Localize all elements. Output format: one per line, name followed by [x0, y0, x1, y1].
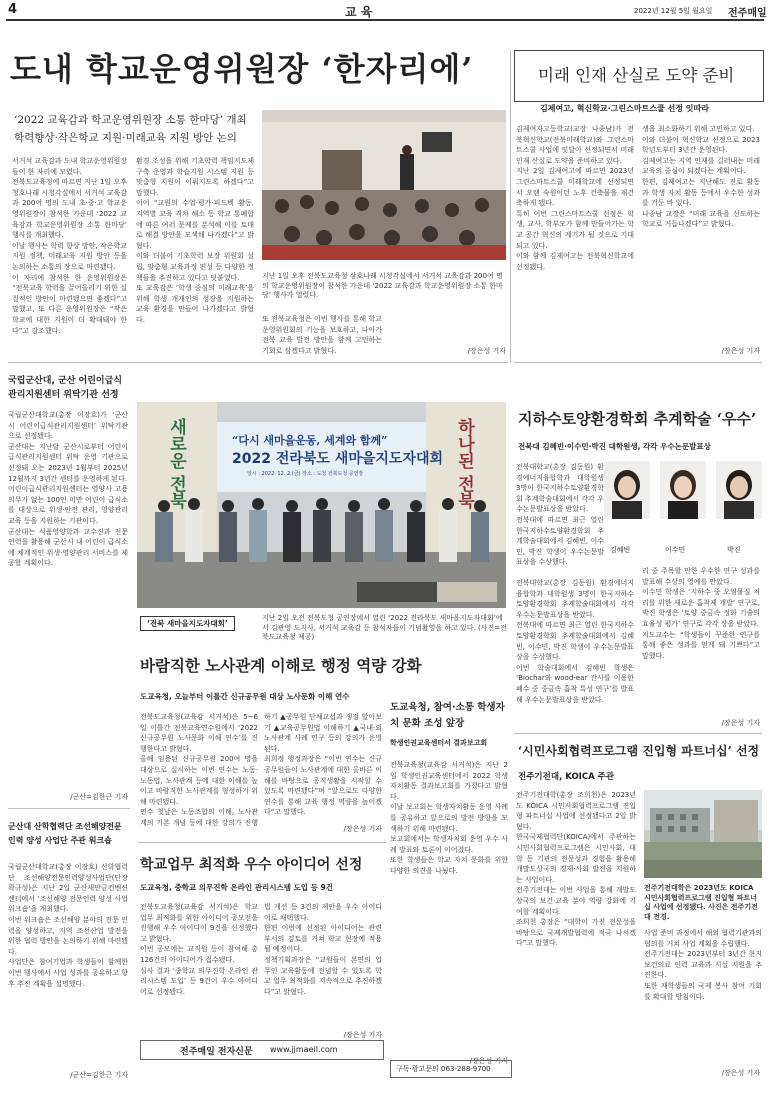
photo-side-left: 새로운 전북 [166, 418, 186, 509]
center-caption-box: ‘전북 새마을지도자대회’ [140, 616, 235, 631]
divider [8, 808, 130, 809]
center-photo-caption: 지난 2일 오전 전북도청 공연장에서 열린 ‘2022 전라북도 새마을지도자대회’에서 김관영 도지사, 서거석 교육감 등 참석자들이 기념촬영을 하고 있다. (사진=전북도교육청 제공) [262, 614, 507, 641]
divider [8, 362, 508, 363]
right-mid-body-left: 전북대학교(총장 김동원) 환경에너지융합학과 대학원생 3명이 한국지하수토양환경학회 추계학술대회에서 각각 우수논문발표상을 받았다. 전북대에 따르면 최근 열린 한국지하수토양환경학회 추계학술대회에서 김혜빈, 이수민, 박진 학생이 우수논문발표상을 수상했다. [516, 463, 604, 566]
portrait-name: 김혜빈 [610, 546, 631, 554]
idea-headline: 학교업무 최적화 우수 아이디어 선정 [140, 857, 363, 873]
vertical-rule [510, 50, 511, 362]
labor-subhead: 도교육청, 오늘부터 이틀간 신규공무원 대상 노사문화 이해 연수 [140, 692, 350, 701]
lead-headline: 도내 학교운영위원장 ‘한자리에’ [10, 50, 474, 88]
footer-box [140, 1040, 384, 1060]
paper-name: 전주매일 [728, 8, 767, 19]
lead-body-col2: 환경 조성을 위해 기초학력 책임지도제 구축 운영과 학습지원 시스템 지원 등 맞춤형 지원이 이뤄지도록 하겠다”고 말했다. 이어 “교원의 수업·평가·피드백 활동, 지역별 교육 격차 해소 등 학교 통폐합에 따른 여러 문제를 분석해 이를 토대로 해결 방안을 모색해 나가겠다”고 밝혔다. 이와 더불어 기초학력 보장 위원회 설립, 맞춤형 교육과정 편성 등 다양한 정책들을 추진하고 있다고 덧붙였다. 또 교육감은 ‘학생 중심의 미래교육’을 위해 학생 개개인의 성장을 지원하는 교육 환경을 만들어 나가겠다고 밝혔다. [136, 157, 254, 324]
left-bottom-headline: 군산대 산학협력단 조선해양전문인력 양성 사업단 주관 워크숍 [8, 822, 122, 845]
center-event-photo [137, 402, 506, 608]
divider [514, 733, 762, 734]
portrait-park [716, 461, 762, 519]
right-mid-body-left-2: 전북대학교(총장 김동원) 환경에너지융합학과 대학원생 3명이 한국지하수토양환경학회 추계학술대회에서 각각 우수논문발표상을 받았다. 전북대에 따르면 최근 열린 한국지하수토양환경학회 추계학술대회에서 김혜빈, 이수민, 박진 학생이 우수논문발표상을 수상했다. 이번 학술대회에서 김혜빈 학생은 ‘Biochar와 wood-ear 잔사를 이용한 폐수 중 중금속 흡착 특성 연구’를 발표해 우수논문발표상을 받았다. [516, 579, 634, 704]
portrait-kim [604, 461, 650, 519]
footer-paper-name: 전주매일 전자신문 [180, 1047, 253, 1057]
photo-event-title: 2022 전라북도 새마을지도자대회 [232, 451, 444, 467]
right-top-body-col2: 생을 최소화하기 위해 고민하고 있다. 이와 더불어 혁신학교 선정으로 2023학년도부터 3년간 운영된다. 김제여고는 지역 인재를 길러내는 미래 교육의 중심이 되겠다는 계획이다. 한편, 김제여고는 지난해도 진로 활동과 학생 자치 활동 등에서 우수한 성과를 거둔 바 있다. 나종남 교장은 “미래 교육을 선도하는 학교로 거듭나겠다”고 밝혔다. [642, 125, 760, 229]
right-bottom-body: 전주기전대학(총장 조희천)은 2023년도 KOICA 시민사회협력프로그램 진입형 파트너십 사업에 선정됐다고 2일 밝혔다. 한국국제협력단(KOICA)에서 주관하는 시민사회협력프로그램은 시민사회, 대학 등 기관의 전문성과 경험을 활용해 개발도상국의 경제·사회 발전을 지원하는 사업이다. 전주기전대는 이번 사업을 통해 개발도상국의 보건·교육 분야 역량 강화에 기여할 계획이다. 조희천 총장은 “대학이 가진 전문성을 바탕으로 국제개발협력에 적극 나서겠다”고 말했다. [516, 791, 636, 948]
lead-byline: /장은성 기자 [467, 347, 506, 355]
left-bottom-byline: /군산=김한근 기자 [70, 1071, 128, 1079]
left-mid-body: 국립군산대학교(총장 이장호)가 ‘군산시 어린이급식관리지원센터’ 위탁기관으로 선정됐다. 군산대는 지난달 군산시로부터 어린이급식관리지원센터 위탁 운영 기관으로 선정돼 오는 2023년 1월부터 2025년 12월까지 3년간 센터를 운영하게 된다. 어린이급식관리지원센터는 영양사 고용 의무가 없는 100인 미만 어린이 급식소를 대상으로 위생·안전 관리, 영양관리 교육 등을 지원하는 기관이다. 군산대는 식품영양학과 교수진과 전문 인력을 활용해 군산시 내 어린이 급식소에 체계적인 위생·영양관리 서비스를 제공할 계획이다. [8, 411, 128, 568]
divider [138, 842, 386, 843]
right-top-subhead: 김제여고, 혁신학교·그린스마트스쿨 선정 잇따라 [540, 104, 709, 113]
section-name: 교 육 [345, 5, 373, 19]
left-bottom-body: 국립군산대학교(총장 이장호) 산학협력단 조선해양전문인력양성사업단(단장 곽규성)은 지난 2일 군산새만금컨벤션센터에서 ‘조선해양 전문인력 양성 사업 워크숍’을 개최했다. 이번 워크숍은 조선해양 분야의 전문 인력을 양성하고, 지역 조선산업 발전을 위한 협력 방안을 논의하기 위해 마련됐다. 사업단은 참여기업과 학생들이 함께한 이번 행사에서 사업 성과를 공유하고 향후 추진 계획을 설명했다. [8, 863, 128, 988]
right-bottom-headline: ‘시민사회협력프로그램 진입형 파트너십’ 선정 [518, 744, 760, 758]
right-top-headline: 미래 인재 산실로 도약 준비 [538, 66, 735, 85]
photo-banner-text: “다시 새마을운동, 세계와 함께” [232, 434, 388, 447]
right-top-body-col1: 김제여자고등학교(교장 나종남)가 전북혁신학교(전북미래학교)와 그린스마트스쿨 사업에 잇달아 선정되면서 미래인재 산실로 도약을 준비하고 있다. 지난 2일 김제여고에 따르면 2023년 그린스마트스쿨 미래학교에 선정되면서 오랜 숙원이던 노후 건축물을 재건축하게 됐다. 특히 이번 그린스마트스쿨 선정은 학생, 교사, 학부모가 함께 만들어가는 학교 공간 혁신의 계기가 될 것으로 기대되고 있다. 이와 함께 김제여고는 전북혁신학교에 선정됐다. [516, 125, 634, 271]
college-photo [644, 790, 762, 878]
labor-headline: 바람직한 노사관계 이해로 행정 역량 강화 [140, 656, 422, 675]
labor-right-byline: /장은성 기자 [469, 1057, 508, 1065]
right-bottom-subhead: 전주기전대, KOICA 주관 [518, 772, 615, 782]
lead-subhead-2: 학력향상·작은학교 지원·미래교육 지원 방안 논의 [14, 132, 237, 144]
right-bottom-byline: /장은성 기자 [721, 1069, 760, 1077]
lead-subhead: ‘2022 교육감과 학교운영위원장 소통 한마당’ 개최 [14, 114, 247, 126]
divider [514, 362, 762, 363]
header-rule [6, 19, 764, 21]
right-top-byline: /장은성 기자 [721, 347, 760, 355]
lead-body-col3a: 또 전북교육청은 이번 행사를 통해 학교운영위원회의 기능을 보호하고, 나아가 전북 교육 발전 방안을 함께 고민하는 기회로 삼겠다고 밝혔다. [262, 315, 382, 354]
photo-event-sub: 일시 : 2022. 12. 2.(금) 장소 : 도청 전북도청 공연장 [247, 471, 364, 477]
lead-photo-caption: 지난 1일 오후 전북도교육청 삼호나래 시청각실에서 서거석 교육감과 200여 명의 학교운영위원장이 참석한 가운데 ‘2022 교육감과 학교운영위원장 소통 한마당’ 행사가 열렸다. [262, 272, 503, 299]
right-bottom-body-right: 사업 준비 과정에서 해외 협력기관과의 협의를 거쳐 사업 계획을 수립했다. 전주기전대는 2023년부터 3년간 현지 보건의료 인력 교육과 시설 지원을 추진한다. 또한 재학생들의 국제 봉사 참여 기회를 확대할 방침이다. [644, 929, 762, 1001]
lead-photo [262, 110, 506, 260]
labor-right-body: 전북교육청(교육감 서거석)은 지난 2일 학생인권교육센터에서 2022 학생자치활동 결과보고회를 가졌다고 밝혔다. 이날 보고회는 학생자치활동 운영 사례를 공유하고 앞으로의 발전 방향을 모색하기 위해 마련됐다. 보고회에서는 학생자치회 운영 우수 사례 발표와 토론이 이어졌다. 또한 학생들은 학교 자치 문화를 위한 다양한 의견을 나눴다. [390, 761, 508, 875]
college-photo-caption: 전주기전대학은 2023년도 KOICA 시민사회협력프로그램 진입형 파트너십 사업에 선정됐다. 사진은 전주기전대 전경. [644, 884, 758, 921]
right-mid-byline: /장은성 기자 [721, 719, 760, 727]
footer-contact: 구독·광고문의 063-288-9700 [396, 1065, 491, 1073]
right-mid-headline: 지하수토양환경학회 추계학술 ‘우수’ [518, 410, 757, 428]
labor-byline: /장은성 기자 [343, 825, 382, 833]
idea-byline: /장은성 기자 [343, 1031, 382, 1039]
portrait-name: 이수민 [665, 546, 686, 554]
labor-body-col2: 하기 ▲공무원 단체교섭과 쟁점 알아보기 ▲교육공무원법 이해하기 ▲국내·외 노사관계 사례 연구 등의 강의가 운영된다. 최희정 행정과장은 “이번 연수는 신규공무원들이 노사관계에 대한 올바른 이해를 바탕으로 공직생활을 시작할 수 있도록 마련됐다”며 “앞으로도 다양한 연수를 통해 교육 행정 역량을 높이겠다”고 말했다. [264, 713, 382, 817]
labor-right-subhead: 학생인권교육센터서 결과보고회 [390, 739, 488, 747]
page-number: 4 [8, 2, 18, 17]
lead-body-col1: 서거석 교육감과 도내 학교운영위원장들이 한 자리에 모였다. 전북도교육청에 따르면 지난 1일 오후 청호나래 시청각실에서 서거석 교육감과 200여 명의 도내 초·중·고 학교운영위원장이 참석한 가운데 ‘2022 교육감과 학교운영위원장 소통 한마당’ 행사를 개최했다. 이날 행사는 학력 향상 방안, 작은학교 지원 정책, 미래교육 지원 방안 등을 논의하는 소통의 장으로 마련됐다. 이 자리에 참석한 한 운영위원장은 “전북교육 학력을 끌어올리기 위한 실질적인 방안이 마련됐으면 좋겠다”고 말했고, 또 다른 운영위원장은 “작은학교에 대한 지원이 더 확대돼야 한다”고 강조했다. [12, 157, 127, 335]
idea-subhead: 도교육청, 중학교 의무진학 온라인 관리시스템 도입 등 9건 [140, 883, 333, 892]
footer-url[interactable]: www.jjmaeil.com [270, 1045, 338, 1054]
idea-body-col2: 법 개선 등 3건의 제안을 우수 아이디어로 채택했다. 한편 이번에 선정된 아이디어는 관련 부서의 검토를 거쳐 학교 현장에 적용될 예정이다. 정책기획과장은 “교원들이 본연의 업무인 교육활동에 전념할 수 있도록 학교 업무 최적화를 지속적으로 추진하겠다”고 밝혔다. [264, 903, 382, 996]
portrait-lee [660, 461, 706, 519]
left-mid-headline: 국립군산대, 군산 어린이급식관리지원센터 위탁기관 선정 [8, 376, 123, 400]
portrait-name: 박진 [727, 546, 741, 554]
labor-body-col1: 전북도교육청(교육감 서거석)은 5~6일 이틀간 전북교육연수원에서 ‘2022 신규공무원 노사문화 이해 연수’를 진행한다고 밝혔다. 올해 임용된 신규공무원 200여 명을 대상으로 실시하는 이번 연수는 노동·노동법, 노사관계 등에 대한 이해를 높이고 바람직한 노사관계를 형성하기 위해 마련됐다. 연수 첫날은 노동조합의 이해, 노사관계의 기본 개념 등에 대한 강의가 진행 [140, 713, 258, 826]
right-mid-body-right: 리 중 주목할 만한 우수한 연구 성과를 발표해 수상의 영예를 안았다. 이수민 학생은 ‘지하수 중 오염물질 처리를 위한 새로운 흡착제 개발’ 연구로, 박진 학생은 ‘토양 중금속 정화 기술의 효율성 평가’ 연구로 각각 상을 받았다. 지도교수는 “학생들이 꾸준한 연구를 통해 좋은 성과를 얻게 돼 기쁘다”고 말했다. [642, 567, 760, 660]
photo-side-right: 하나된 전북 [454, 418, 474, 509]
right-mid-subhead: 전북대 김혜빈·이수민·박진 대학원생, 각각 우수논문발표상 [518, 442, 711, 451]
idea-body-col1: 전북도교육청(교육감 서거석)은 학교업무 최적화를 위한 아이디어 공모전을 진행해 우수 아이디어 9건을 선정했다고 밝혔다. 이번 공모에는 교직원 등이 참여해 총 126건의 아이디어가 접수됐다. 심사 결과 ‘중학교 의무진학 온라인 관리시스템 도입’ 등 9건이 우수 아이디어로 선정됐다. [140, 903, 258, 996]
labor-right-headline: 도교육청, 참여·소통 학생자치 문화 조성 앞장 [390, 702, 505, 729]
issue-date: 2022년 12월 5일 월요일 [634, 7, 713, 15]
left-mid-byline: /군산=김한근 기자 [70, 793, 128, 801]
